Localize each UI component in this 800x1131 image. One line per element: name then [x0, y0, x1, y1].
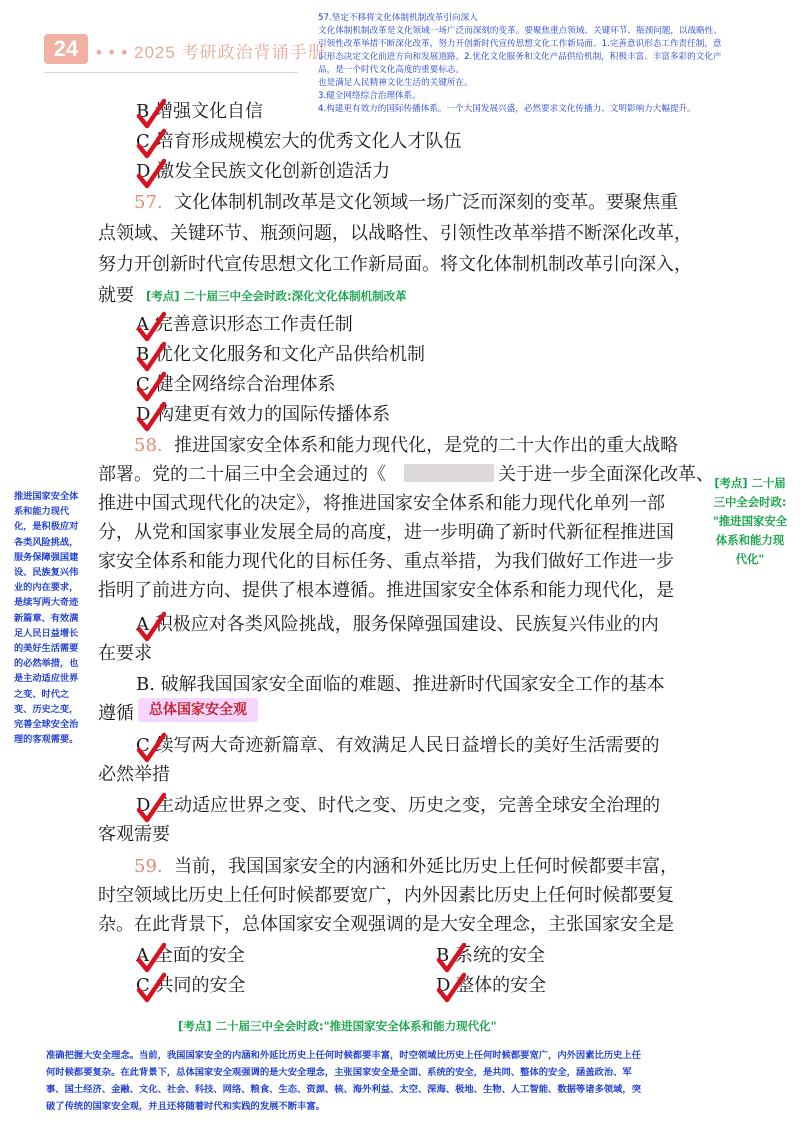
left-annotation-note: 推进国家安全体 系和能力现代 化，是积极应对 各类风险挑战， 服务保障强国建 设、民族复兴伟 业的内在要求， 是续写两大奇迹 新篇章、有效满 足人民日益增长 的美好生活需要 的必然举措，也 是主动适应世界 之变、时代之 变、历史之变， 完善全球安全治 理的客观需要。	[14, 491, 79, 746]
q57-number: 57.	[134, 192, 163, 213]
q58-stem-line: 58. 推进国家安全体系和能力现代化，是党的二十大作出的重大战略	[134, 435, 679, 456]
q58-stem-line: 部署。党的二十届三中全会通过的《	[98, 464, 386, 485]
q58-option-d-cont: 客观需要	[98, 824, 170, 845]
top-note-line: 文化体制机制改革是文化领域一场广泛而深刻的变革。要聚焦重点领域、关键环节、瓶颈问题，以战略性、	[318, 26, 722, 36]
check-mark-icon	[136, 311, 166, 343]
check-mark-icon	[136, 942, 166, 974]
q57-option-a: A 完善意识形态工作责任制	[136, 314, 353, 335]
header-divider	[44, 72, 298, 73]
q58-option-a-cont: 在要求	[98, 643, 152, 664]
check-mark-icon	[136, 128, 166, 160]
check-mark-icon	[136, 732, 166, 764]
q58-option-c-cont: 必然举措	[98, 764, 170, 785]
top-note-line: 识形态决定文化前进方向和发展道路。2.优化文化服务和文化产品供给机制，积极丰富、丰富多彩的文化产	[318, 52, 722, 62]
highlight-note: 总体国家安全观	[138, 698, 258, 722]
bottom-annotation-note: 准确把握大安全理念。当前，我国国家安全的内涵和外延比历史上任何时候都要丰富，时空领域比历史上任何时候都要宽广，内外因素比历史上任 何时候都要复杂。在此背景下，总体国家安全观强调的是大安全理念，主张国家安全是全面、系统的安全，是共同、整体的安全，涵盖政治、军 事、国土经济、金融、文化、社会、科技、网络、粮食、生态、资源、核、海外利益、太空、深海、极地、生物、人工智能、数据等诸多领域，突 破了传统的国家安全观，并且还将随着时代和实践的发展不断丰富。	[46, 1050, 642, 1112]
top-note-line: 4.构建更有效力的国际传播体系。一个大国发展兴盛，必然要求文化传播力、文明影响力大幅提升。	[318, 104, 696, 114]
page-number: 24	[44, 34, 88, 64]
q59-stem-line: 杂。在此背景下，总体国家安全观强调的是大安全理念，主张国家安全是	[98, 914, 674, 935]
q59-stem-line: 时空领域比历史上任何时候都要宽广，内外因素比历史上任何时候都要复	[98, 885, 674, 906]
book-title: • • • 2025 考研政治背诵手册	[96, 43, 326, 62]
q58-stem-line: 关于进一步全面深化改革、	[498, 464, 714, 485]
q58-stem-line: 推进中国式现代化的决定》，将推进国家安全体系和能力现代化单列一部	[98, 493, 665, 514]
top-note-line: 也是满足人民精神文化生活的关键所在。	[318, 78, 473, 88]
redaction-mark	[404, 464, 494, 482]
check-mark-icon	[136, 401, 166, 433]
q59-stem-line: 59. 当前，我国国家安全的内涵和外延比历史上任何时候都要丰富，	[134, 856, 679, 877]
check-mark-icon	[436, 972, 466, 1004]
q57-exam-point-note: [考点] 二十届三中全会时政:深化文化体制机制改革	[146, 289, 407, 303]
check-mark-icon	[136, 611, 166, 643]
q57-stem-line: 就要	[98, 285, 134, 306]
top-note-line: 引领性改革举措不断深化改革，努力开创新时代宣传思想文化工作新局面。1.完善意识形态工作责任制，意	[318, 39, 722, 49]
check-mark-icon	[136, 158, 166, 190]
check-mark-icon	[136, 792, 166, 824]
check-mark-icon	[136, 341, 166, 373]
q58-number: 58.	[134, 435, 163, 456]
q58-stem-line: 家安全体系和能力现代化的目标任务、重点举措，为我们做好工作进一步	[98, 551, 674, 572]
check-mark-icon	[136, 98, 166, 130]
q56-option-c: C 培育形成规模宏大的优秀文化人才队伍	[136, 131, 462, 152]
q59-exam-point-note: [考点] 二十届三中全会时政:"推进国家安全体系和能力现代化"	[178, 1019, 497, 1033]
q56-option-d: D 激发全民族文化创新创造活力	[136, 161, 391, 182]
q56-option-b: B 增强文化自信	[136, 101, 263, 122]
q57-option-c: C 健全网络综合治理体系	[136, 374, 336, 395]
q59-option-c: C 共同的安全	[136, 975, 246, 996]
check-mark-icon	[136, 371, 166, 403]
q58-option-b: B. 破解我国国家安全面临的难题、推进新时代国家安全工作的基本	[136, 674, 665, 695]
q57-option-b: B 优化文化服务和文化产品供给机制	[136, 344, 425, 365]
q59-option-d: D 整体的安全	[436, 975, 547, 996]
q58-stem-line: 分，从党和国家事业发展全局的高度，进一步明确了新时代新征程推进国	[98, 522, 674, 543]
q58-option-b-cont: 遵循	[98, 703, 134, 724]
q58-exam-point-note: [考点] 二十届 三中全会时政: "推进国家安全 体系和能力现 代化"	[712, 476, 788, 566]
check-mark-icon	[436, 942, 466, 974]
top-note-line: 57.坚定不移将文化体制机制改革引向深入	[318, 13, 478, 23]
q58-stem-line: 指明了前进方向、提供了根本遵循。推进国家安全体系和能力现代化，是	[98, 580, 674, 601]
q57-option-d: D 构建更有效力的国际传播体系	[136, 404, 391, 425]
top-note-line: 品，是一个时代文化高度的重要标志。	[318, 65, 465, 75]
q57-stem-line: 57. 文化体制机制改革是文化领域一场广泛而深刻的变革。要聚焦重	[134, 192, 679, 213]
q58-option-d: D 主动适应世界之变、时代之变、历史之变，完善全球安全治理的	[136, 795, 661, 816]
q57-stem-line: 点领域、关键环节、瓶颈问题，以战略性、引领性改革举措不断深化改革，	[98, 223, 692, 244]
q58-option-c: C 续写两大奇迹新篇章、有效满足人民日益增长的美好生活需要的	[136, 735, 660, 756]
top-note-line: 3.健全网络综合治理体系。	[318, 91, 421, 101]
check-mark-icon	[136, 972, 166, 1004]
q59-number: 59.	[134, 856, 163, 877]
q58-option-a: A 积极应对各类风险挑战，服务保障强国建设、民族复兴伟业的内	[136, 614, 659, 635]
top-annotation-note	[318, 12, 790, 116]
q59-option-b: B 系统的安全	[436, 945, 545, 966]
q57-stem-line: 努力开创新时代宣传思想文化工作新局面。将文化体制机制改革引向深入，	[98, 254, 692, 275]
q59-option-a: A 全面的安全	[136, 945, 245, 966]
